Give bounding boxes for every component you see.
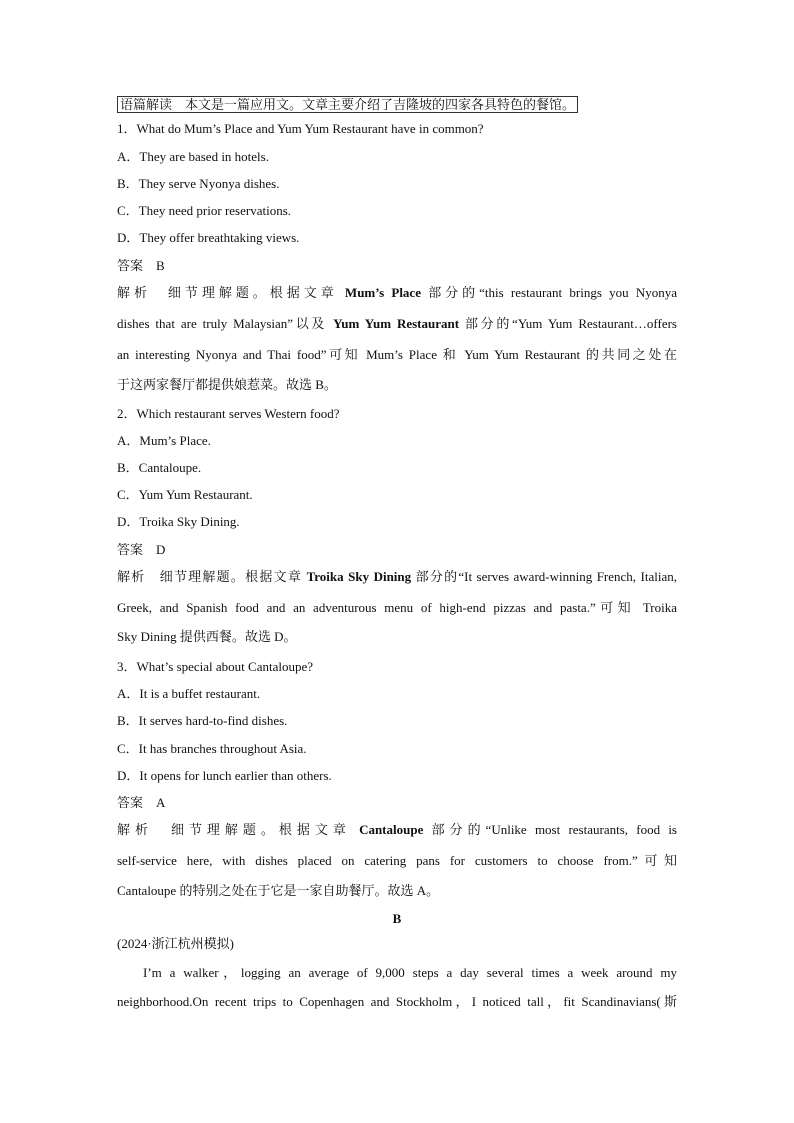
- q3-option-a: A．It is a buffet restaurant.: [117, 686, 261, 701]
- passage-summary: 语篇解读 本文是一篇应用文。文章主要介绍了吉隆坡的四家各具特色的餐馆。: [117, 96, 578, 113]
- section-b-paragraph-line: I’m a walker，logging an average of 9,000 steps a day several times a week around my: [143, 965, 677, 980]
- question-3-stem: 3．What’s special about Cantaloupe?: [117, 659, 314, 674]
- q2-option-d: D．Troika Sky Dining.: [117, 514, 240, 529]
- q1-answer: 答案 B: [117, 258, 165, 273]
- section-b-paragraph-line: neighborhood.On recent trips to Copenhagen and Stockholm，I noticed tall，fit Scandinavians(斯: [117, 994, 677, 1009]
- q1-explanation-line: 解析 细节理解题。根据文章 Mum’s Place 部分的“this restaurant brings you Nyonya: [117, 285, 678, 300]
- q3-option-b: B．It serves hard-to-find dishes.: [117, 713, 288, 728]
- q1-option-c: C．They need prior reservations.: [117, 203, 292, 218]
- q3-option-c: C．It has branches throughout Asia.: [117, 741, 307, 756]
- q3-explanation-line: self-service here, with dishes placed on catering pans for customers to choose from.”可知: [117, 853, 677, 868]
- q1-option-d: D．They offer breathtaking views.: [117, 230, 300, 245]
- q2-option-a: A．Mum’s Place.: [117, 433, 211, 448]
- q1-explanation-line: 于这两家餐厅都提供娘惹菜。故选 B。: [117, 377, 337, 392]
- q2-explanation-line: Sky Dining 提供西餐。故选 D。: [117, 629, 297, 644]
- q1-explanation-line: an interesting Nyonya and Thai food”可知 Mum’s Place 和 Yum Yum Restaurant 的共同之处在: [117, 347, 677, 362]
- q1-option-a: A．They are based in hotels.: [117, 149, 269, 164]
- q2-explanation-line: Greek, and Spanish food and an adventurous menu of high-end pizzas and pasta.”可知 Troika: [117, 600, 677, 615]
- q3-explanation-line: 解析 细节理解题。根据文章 Cantaloupe 部分的“Unlike most restaurants, food is: [117, 822, 677, 837]
- q3-option-d: D．It opens for lunch earlier than others.: [117, 768, 332, 783]
- q2-explanation-line: 解析 细节理解题。根据文章 Troika Sky Dining 部分的“It serves award-winning French, Italian,: [117, 569, 677, 584]
- q2-option-b: B．Cantaloupe.: [117, 460, 202, 475]
- q3-explanation-line: Cantaloupe 的特别之处在于它是一家自助餐厅。故选 A。: [117, 883, 440, 898]
- question-1-stem: 1．What do Mum’s Place and Yum Yum Restaurant have in common?: [117, 121, 484, 136]
- section-b-source: (2024·浙江杭州模拟): [117, 936, 234, 951]
- q3-answer: 答案 A: [117, 795, 166, 810]
- question-2-stem: 2．Which restaurant serves Western food?: [117, 406, 340, 421]
- q2-answer: 答案 D: [117, 542, 166, 557]
- section-b-heading: B: [392, 911, 402, 926]
- q1-option-b: B．They serve Nyonya dishes.: [117, 176, 280, 191]
- q2-option-c: C．Yum Yum Restaurant.: [117, 487, 253, 502]
- q1-explanation-line: dishes that are truly Malaysian”以及 Yum Yum Restaurant 部分的“Yum Yum Restaurant…offers: [117, 316, 677, 331]
